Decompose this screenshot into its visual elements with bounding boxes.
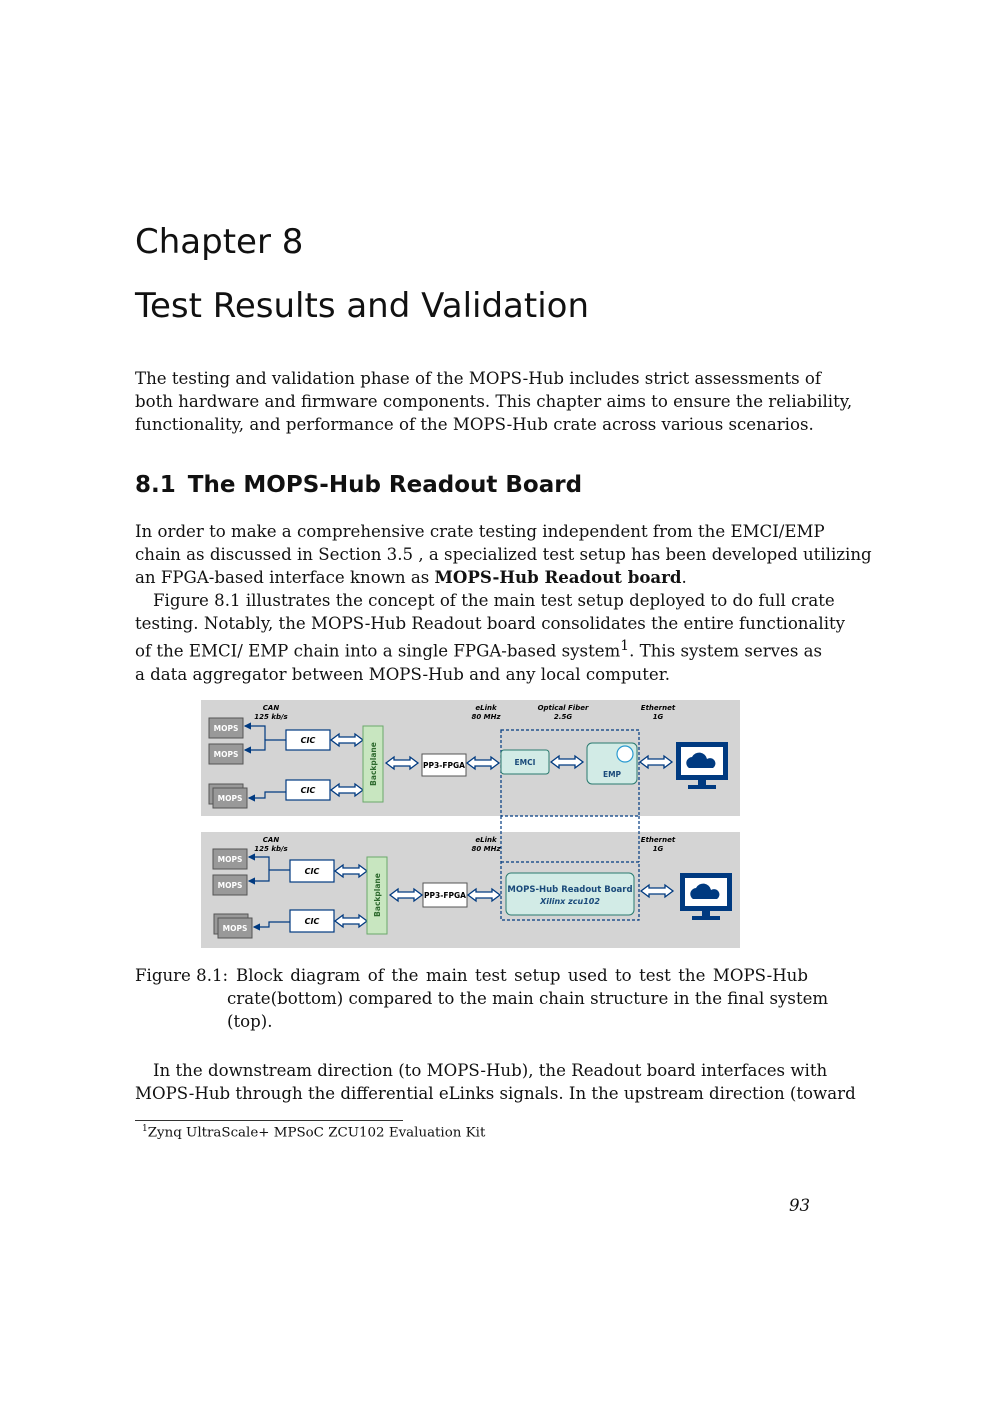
caption-line: Block diagram of the main test setup used to test the MOPS-Hub	[236, 966, 808, 985]
paragraph-1	[135, 520, 872, 589]
text-line: Figure 8.1 illustrates the concept of the main test setup deployed to do full crate	[153, 591, 835, 610]
ethernet-rate: 1G	[652, 713, 664, 721]
backplane-label: Backplane	[369, 742, 378, 786]
mops-box: MOPS	[217, 794, 243, 803]
fiber-label: Optical Fiber	[537, 704, 589, 712]
footnote-rule	[135, 1120, 403, 1121]
pp3-fpga-box: PP3-FPGA	[423, 761, 465, 770]
section-number: 8.1	[135, 472, 176, 498]
elink-label: eLink	[475, 836, 497, 844]
footnote-mark: 1	[142, 1124, 148, 1134]
caption-label: Figure 8.1:	[135, 966, 229, 985]
chapter-title: Test Results and Validation	[135, 286, 590, 326]
can-rate: 125 kb/s	[254, 713, 288, 721]
paragraph-3	[135, 1059, 856, 1105]
text-line: In order to make a comprehensive crate testing independent from the EMCI/EMP	[135, 522, 825, 541]
section-title: The MOPS-Hub Readout Board	[187, 472, 583, 498]
can-rate: 125 kb/s	[254, 845, 288, 853]
bold-term: MOPS-Hub Readout board	[434, 567, 682, 587]
mops-box: MOPS	[217, 855, 243, 864]
chapter-label: Chapter 8	[135, 222, 304, 262]
section-heading	[135, 472, 582, 498]
readout-board-title: MOPS-Hub Readout Board	[507, 885, 633, 895]
text-line: testing. Notably, the MOPS-Hub Readout board consolidates the entire functionality	[135, 614, 846, 633]
mops-box: MOPS	[213, 724, 239, 733]
text-line: both hardware and firmware components. This chapter aims to ensure the reliability,	[135, 392, 853, 411]
footnote-ref[interactable]: 1	[620, 638, 630, 654]
ethernet-rate: 1G	[652, 845, 664, 853]
page-number: 93	[789, 1196, 811, 1215]
text-line	[135, 566, 808, 589]
text-run: .	[681, 568, 687, 587]
footnote-text: Zynq UltraScale+ MPSoC ZCU102 Evaluation Kit	[147, 1125, 486, 1141]
can-label: CAN	[262, 704, 280, 712]
readout-board-sub: Xilinx zcu102	[540, 897, 600, 906]
cic-box: CIC	[300, 736, 316, 745]
mops-box: MOPS	[213, 750, 239, 759]
elink-rate: 80 MHz	[471, 845, 501, 853]
cic-box: CIC	[304, 867, 320, 876]
can-label: CAN	[262, 836, 280, 844]
caption-line: (top).	[227, 1012, 273, 1031]
footnote	[142, 1124, 485, 1140]
text-run: an FPGA-based interface known as	[135, 568, 435, 587]
text-line: a data aggregator between MOPS-Hub and any local computer.	[135, 664, 671, 684]
text-line: In the downstream direction (to MOPS-Hub), the Readout board interfaces with	[153, 1061, 828, 1080]
pp3-fpga-box: PP3-FPGA	[424, 891, 466, 900]
text-line: The testing and validation phase of the MOPS-Hub includes strict assessments of	[135, 369, 822, 388]
elink-label: eLink	[475, 704, 497, 712]
text-line	[135, 635, 823, 663]
text-line: functionality, and performance of the MOPS-Hub crate across various scenarios.	[135, 415, 814, 434]
ethernet-label: Ethernet	[640, 704, 676, 712]
text-run: . This system serves as	[629, 641, 823, 661]
emci-box: EMCI	[514, 758, 536, 767]
text-line: chain as discussed in Section 3.5 , a specialized test setup has been developed utilizing	[135, 545, 872, 564]
emp-box: EMP	[602, 770, 622, 779]
cic-box: CIC	[304, 917, 320, 926]
mops-box: MOPS	[222, 924, 248, 933]
backplane-label: Backplane	[373, 873, 382, 917]
paragraph-2	[135, 589, 846, 686]
block-diagram-figure	[201, 700, 740, 948]
mops-box: MOPS	[217, 881, 243, 890]
cic-box: CIC	[300, 786, 316, 795]
fiber-rate: 2.5G	[553, 713, 573, 721]
text-line: MOPS-Hub through the differential eLinks signals. In the upstream direction (toward	[135, 1084, 856, 1103]
caption-line: crate(bottom) compared to the main chain structure in the final system	[227, 989, 829, 1008]
elink-rate: 80 MHz	[471, 713, 501, 721]
intro-paragraph	[135, 367, 853, 436]
ethernet-label: Ethernet	[640, 836, 676, 844]
text-run: of the EMCI/ EMP chain into a single FPGA-based system	[135, 641, 621, 661]
